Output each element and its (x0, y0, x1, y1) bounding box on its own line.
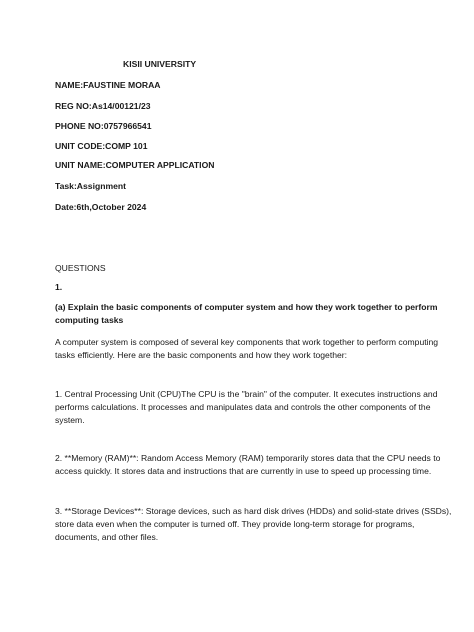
item3-line-3: documents, and other files. (55, 532, 159, 542)
intro-line-2: tasks efficiently. Here are the basic components and how they work together: (55, 350, 348, 360)
item3-line-2: store data even when the computer is turned off. They provide long-term storage for programs, (55, 519, 415, 529)
questions-heading: QUESTIONS (55, 263, 106, 273)
item1-line-1: 1. Central Processing Unit (CPU)The CPU is the "brain" of the computer. It executes instructions and (55, 389, 438, 399)
unit-code: UNIT CODE:COMP 101 (55, 141, 148, 151)
university-title: KISII UNIVERSITY (123, 59, 197, 69)
item1-line-2: performs calculations. It processes and manipulates data and controls the other components of the (55, 402, 431, 412)
date-label: Date:6th,October 2024 (55, 202, 147, 212)
item1-line-3: system. (55, 415, 85, 425)
student-name: NAME:FAUSTINE MORAA (55, 80, 161, 90)
item2-line-1: 2. **Memory (RAM)**: Random Access Memory (RAM) temporarily stores data that the CPU needs to (55, 453, 441, 463)
phone-number: PHONE NO:0757966541 (55, 121, 152, 131)
item3-line-1: 3. **Storage Devices**: Storage devices, such as hard disk drives (HDDs) and solid-state drives (SSDs), (55, 506, 452, 516)
question-a-line-1: (a) Explain the basic components of computer system and how they work together to perform (55, 302, 438, 312)
question-number: 1. (55, 282, 63, 292)
question-a-line-2: computing tasks (55, 315, 124, 325)
unit-name: UNIT NAME:COMPUTER APPLICATION (55, 160, 215, 170)
task-label: Task:Assignment (55, 181, 126, 191)
intro-line-1: A computer system is composed of several key components that work together to perform computing (55, 337, 439, 347)
item2-line-2: access quickly. It stores data and instructions that are currently in use to speed up processing time. (55, 466, 432, 476)
reg-number: REG NO:As14/00121/23 (55, 101, 151, 111)
